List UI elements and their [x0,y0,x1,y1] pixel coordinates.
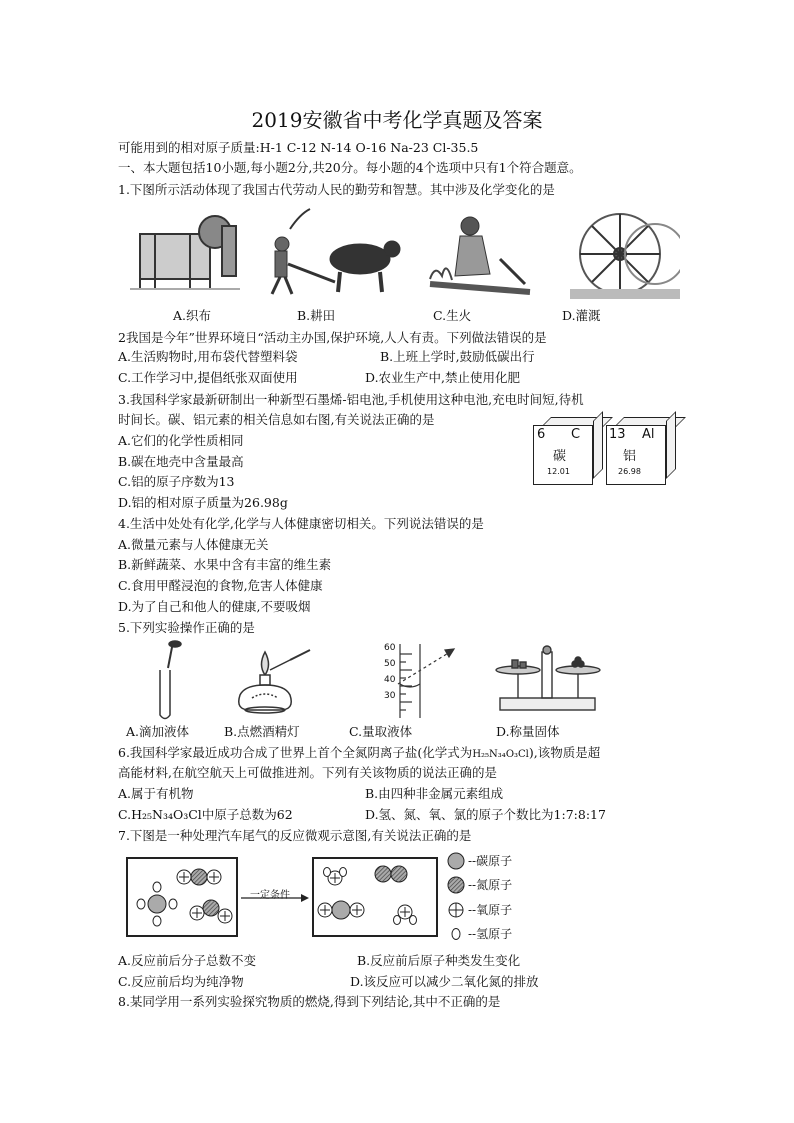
graduated-cylinder-illustration [398,644,454,718]
q4-option-d: D.为了自己和他人的健康,不要吸烟 [118,599,311,614]
aluminum-number: 13 [609,427,626,442]
carbon-atom-icon [448,853,464,869]
q1-stem: 1.下图所示活动体现了我国古代劳动人民的勤劳和智慧。其中涉及化学变化的是 [118,182,555,197]
carbon-symbol: C [571,427,581,442]
q5-option-c: C.量取液体 [349,724,413,739]
aluminum-symbol: Al [642,427,655,442]
q4-option-c: C.食用甲醛浸泡的食物,危害人体健康 [118,578,323,593]
q3-stem-line1: 3.我国科学家最新研制出一种新型石墨烯-铝电池,手机使用这种电池,充电时间短,待机 [118,392,584,407]
q5-option-a: A.滴加液体 [126,724,190,739]
reaction-condition: 一定条件 [250,890,290,901]
q3-option-c: C.铝的原子序数为13 [118,474,235,489]
legend-hydrogen: --氢原子 [468,927,513,941]
q6-stem-part2: ),该物质是超 [528,745,601,760]
plowing-illustration [272,209,400,294]
q5-illustrations [140,640,610,720]
oxygen-atom-icon [449,903,463,917]
q6-formula: H₂₅N₃₄O₃Cl [472,749,529,760]
page-title: 2019安徽省中考化学真题及答案 [251,108,543,132]
aluminum-mass: 26.98 [618,467,641,476]
aluminum-name: 铝 [623,449,637,464]
q5-stem: 5.下列实验操作正确的是 [118,620,255,635]
q7-option-b: B.反应前后原子种类发生变化 [357,953,521,968]
q2-stem: 2我国是今年”世界环境日“活动主办国,保护环境,人人有责。下列做法错误的是 [118,330,547,345]
atomic-masses: 可能用到的相对原子质量:H-1 C-12 N-14 O-16 Na-23 Cl-35.5 [118,140,479,155]
reactants-box [127,858,237,936]
q1-option-d: D.灌溉 [562,308,601,323]
q4-stem: 4.生活中处处有化学,化学与人体健康密切相关。下列说法错误的是 [118,516,484,531]
cylinder-tick-60: 60 [384,643,396,653]
fire-making-illustration [430,217,530,292]
q1-option-a: A.织布 [173,308,212,323]
reactant-molecules [137,869,232,926]
q4-option-b: B.新鲜蔬菜、水果中含有丰富的维生素 [118,557,332,572]
q2-option-a: A.生活购物时,用布袋代替塑料袋 [118,349,298,364]
dropper-test-tube-illustration [160,641,181,719]
q6-stem-part1: 6.我国科学家最近成功合成了世界上首个全氮阴离子盐(化学式为 [118,745,473,760]
nitrogen-atom-icon [448,877,464,893]
q7-option-d: D.该反应可以减少二氧化氮的排放 [350,974,539,989]
carbon-number: 6 [537,427,546,442]
q6-stem-line2: 高能材料,在航空航天上可做推进剂。下列有关该物质的说法正确的是 [118,765,497,780]
legend-carbon: --碳原子 [468,854,513,868]
q7-stem: 7.下图是一种处理汽车尾气的反应微观示意图,有关说法正确的是 [118,828,472,843]
alcohol-lamp-illustration [239,650,310,713]
q6-option-a: A.属于有机物 [118,786,194,801]
q3-option-b: B.碳在地壳中含量最高 [118,454,244,469]
element-card-carbon [533,425,603,487]
products-box [313,858,437,936]
q6-option-d: D.氢、氮、氧、氯的原子个数比为1:7:8:17 [365,807,606,822]
legend-oxygen: --氧原子 [468,903,513,917]
q8-stem: 8.某同学用一系列实验探究物质的燃烧,得到下列结论,其中不正确的是 [118,994,501,1009]
cylinder-tick-30: 30 [384,691,396,701]
q2-option-c: C.工作学习中,提倡纸张双面使用 [118,370,298,385]
atom-legend-symbols [444,850,468,946]
q4-option-a: A.微量元素与人体健康无关 [118,537,269,552]
loom-illustration [130,216,240,289]
element-card-aluminum [606,425,676,487]
q7-option-c: C.反应前后均为纯净物 [118,974,244,989]
section-heading: 一、本大题包括10小题,每小题2分,共20分。每小题的4个选项中只有1个符合题意。 [118,160,582,175]
q5-option-d: D.称量固体 [496,724,560,739]
carbon-mass: 12.01 [547,467,570,476]
q2-option-b: B.上班上学时,鼓励低碳出行 [380,349,535,364]
balance-illustration [496,646,600,710]
legend-nitrogen: --氮原子 [468,878,513,892]
q1-option-c: C.生火 [433,308,472,323]
q3-option-a: A.它们的化学性质相同 [118,433,244,448]
q6-stem-line1 [118,743,600,765]
q6-option-c: C.H₂₅N₃₄O₃Cl中原子总数为62 [118,807,293,822]
q2-option-d: D.农业生产中,禁止使用化肥 [365,370,521,385]
carbon-name: 碳 [553,449,567,464]
q1-illustrations [130,204,680,304]
waterwheel-illustration [570,214,680,299]
q6-option-b: B.由四种非金属元素组成 [365,786,504,801]
q1-option-b: B.耕田 [297,308,336,323]
q3-stem-line2: 时间长。碳、铝元素的相关信息如右图,有关说法正确的是 [118,412,435,427]
cylinder-tick-50: 50 [384,659,396,669]
q3-option-d: D.铝的相对原子质量为26.98g [118,495,288,510]
hydrogen-atom-icon [452,929,460,940]
q5-option-b: B.点燃酒精灯 [224,724,300,739]
cylinder-tick-40: 40 [384,675,396,685]
q7-option-a: A.反应前后分子总数不变 [118,953,257,968]
product-molecules [318,866,417,925]
